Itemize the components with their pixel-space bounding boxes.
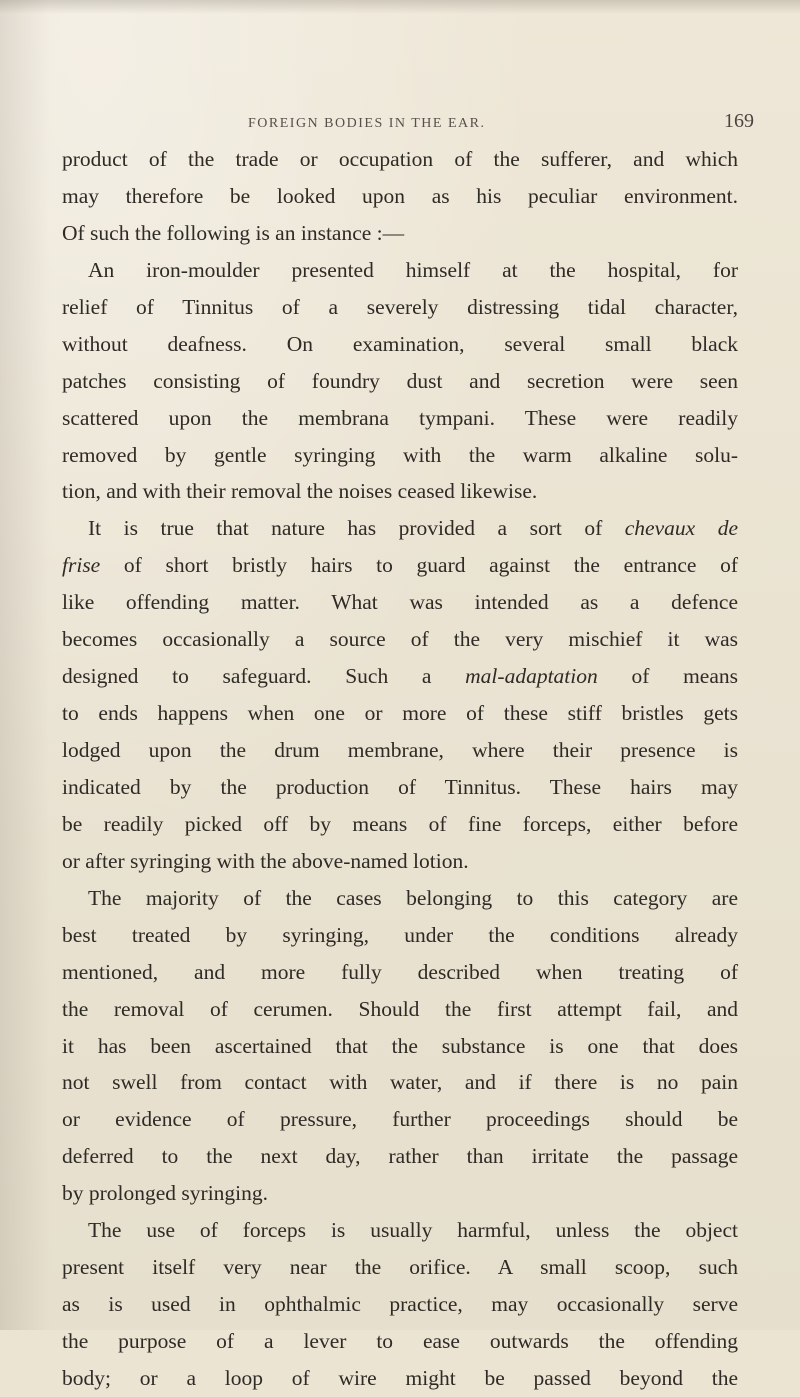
running-head: FOREIGN BODIES IN THE EAR. — [248, 116, 486, 131]
text-segment: of short bristly hairs to guard against the entrance of — [100, 553, 738, 578]
text-line: present itself very near the orifice. A small scoop, such — [62, 1255, 738, 1280]
text-line: by prolonged syringing. — [62, 1181, 269, 1206]
text-line — [62, 547, 738, 584]
text-line: as is used in ophthalmic practice, may occasionally serve — [62, 1292, 738, 1317]
italic-phrase: mal-adaptation — [465, 664, 598, 689]
text-line: be readily picked off by means of fine forceps, either before — [62, 811, 738, 836]
page-gutter-shadow — [0, 0, 50, 1330]
text-line: scattered upon the membrana tympani. These were readily — [62, 405, 738, 430]
text-segment: designed to safeguard. Such a — [62, 664, 466, 689]
italic-phrase: chevaux de — [624, 516, 738, 541]
text-line: The majority of the cases belonging to this category are — [88, 885, 738, 910]
text-line: The use of forceps is usually harmful, unless the object — [88, 1218, 738, 1243]
text-line: An iron-moulder presented himself at the hospital, for — [88, 257, 738, 282]
text-line: patches consisting of foundry dust and secretion were seen — [62, 368, 738, 393]
page-top-shadow — [0, 0, 800, 14]
text-line: not swell from contact with water, and if there is no pain — [62, 1070, 738, 1095]
text-line: the removal of cerumen. Should the first attempt fail, and — [62, 996, 738, 1021]
body-text — [62, 141, 738, 1397]
text-line: lodged upon the drum membrane, where their presence is — [62, 738, 738, 762]
text-line: deferred to the next day, rather than irritate the passage — [62, 1144, 738, 1169]
text-line: the purpose of a lever to ease outwards the offending — [62, 1329, 738, 1353]
text-line: it has been ascertained that the substance is one that does — [62, 1033, 738, 1058]
text-line: Of such the following is an instance :— — [62, 220, 405, 245]
text-line: mentioned, and more fully described when treating of — [62, 959, 738, 984]
text-line — [62, 658, 738, 695]
page-number: 169 — [724, 110, 754, 132]
text-line: or evidence of pressure, further proceedings should be — [62, 1107, 738, 1132]
text-line: removed by gentle syringing with the warm alkaline solu- — [62, 442, 738, 467]
text-line: tion, and with their removal the noises ceased likewise. — [62, 479, 538, 504]
italic-phrase: frise — [62, 553, 101, 578]
text-segment: of means — [597, 664, 738, 689]
text-line: becomes occasionally a source of the very mischief it was — [62, 627, 738, 652]
text-segment: It is true that nature has provided a sort of — [88, 516, 625, 541]
text-line: without deafness. On examination, several small black — [62, 331, 738, 356]
text-line: indicated by the production of Tinnitus. These hairs may — [62, 774, 738, 799]
text-line — [62, 510, 738, 547]
text-line: body; or a loop of wire might be passed beyond the — [62, 1365, 738, 1390]
text-line: or after syringing with the above-named lotion. — [62, 848, 469, 873]
text-line: like offending matter. What was intended as a defence — [62, 590, 738, 615]
text-line: relief of Tinnitus of a severely distressing tidal character, — [62, 294, 738, 319]
text-line: may therefore be looked upon as his peculiar environment. — [62, 183, 738, 208]
text-line: product of the trade or occupation of the sufferer, and which — [62, 147, 738, 171]
text-line: best treated by syringing, under the conditions already — [62, 922, 738, 947]
text-line: to ends happens when one or more of these stiff bristles gets — [62, 701, 738, 726]
